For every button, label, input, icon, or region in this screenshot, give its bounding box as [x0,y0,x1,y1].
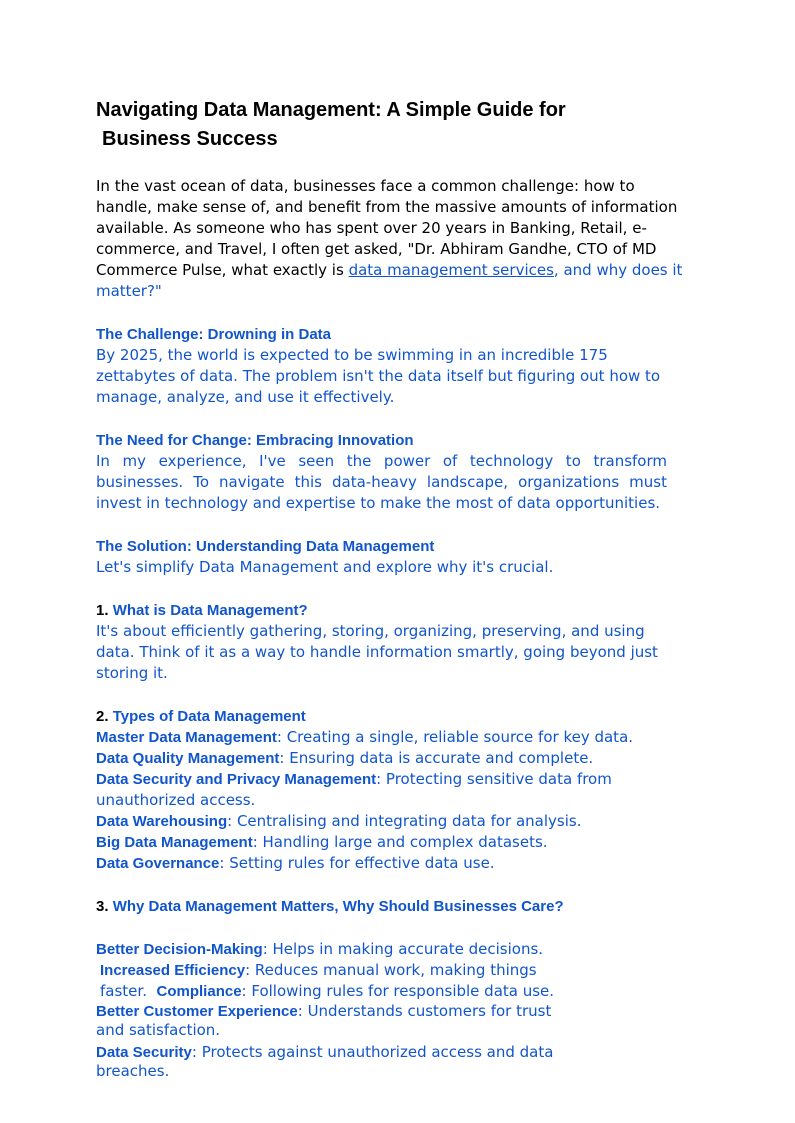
list-item-term: Increased Efficiency [100,962,246,979]
list-item-term: Data Security [96,1044,192,1061]
list-item-term: Data Security and Privacy Management [96,771,377,788]
section-2-heading [96,706,696,727]
list-item-desc: : Understands customers for trust and satisfaction. [96,1002,552,1039]
list-item-term: Better Customer Experience [96,1003,298,1020]
need-heading: The Need for Change: Embracing Innovation [96,432,414,449]
section-2-number: 2. [96,708,109,725]
data-management-services-link[interactable]: data management services [348,261,554,279]
list-item-desc: : Handling large and complex datasets. [252,833,548,851]
list-item-desc: : Following rules for responsible data use. [241,982,555,1000]
list-item [96,748,696,769]
types-list [96,727,696,874]
list-item-term: Data Quality Management [96,750,280,767]
list-item-desc: : Helps in making accurate decisions. [262,940,544,958]
section-1-body: It's about efficiently gathering, storing, organizing, preserving, and using data. Think of it as a way to handle information smartly, going beyond just storing it. [96,622,658,682]
document-title [96,96,696,154]
list-item [96,832,696,853]
list-item-desc: : Reduces manual work, making things faster. [100,961,537,1000]
list-item-term: Better Decision-Making [96,941,263,958]
list-item-desc: : Setting rules for effective data use. [219,854,495,872]
section-3-heading [96,896,696,917]
list-item-desc: : Creating a single, reliable source for key data. [276,728,634,746]
title-line-1: Navigating Data Management: A Simple Guide for [96,99,566,121]
list-item-term: Compliance [156,983,242,1000]
list-item [96,939,571,960]
intro-paragraph [96,176,686,302]
list-item-desc: : Centralising and integrating data for analysis. [227,812,582,830]
section-3-title: Why Data Management Matters, Why Should Businesses Care? [112,898,564,915]
list-item-desc: : Ensuring data is accurate and complete. [279,749,594,767]
section-2-title: Types of Data Management [112,708,306,725]
challenge-heading: The Challenge: Drowning in Data [96,326,332,343]
section-1-heading [96,600,696,621]
list-item-term: Data Warehousing [96,813,228,830]
intro-text: In the vast ocean of data, businesses face a common challenge: how to handle, make sense of, and benefit from the massive amounts of information available. As someone who has spent over 20 years in Banking, Retail, e-commerce, and Travel, I often get asked, "Dr. Abhiram Gandhe, CTO of MD Commerce Pulse, what exactly is [96,177,678,279]
list-item [96,960,571,1002]
need-body: In my experience, I've seen the power of technology to transform businesses. To navigate this data-heavy landscape, organizations must invest in technology and expertise to make the most of data opportunities. [96,452,667,512]
solution-body: Let's simplify Data Management and explore why it's crucial. [96,558,554,576]
list-item [96,1043,571,1081]
list-item [96,853,696,874]
list-item-desc: : Protecting sensitive data from unauthorized access. [96,770,612,809]
solution-heading: The Solution: Understanding Data Management [96,538,435,555]
list-item-term: Data Governance [96,855,220,872]
list-item [96,769,616,811]
benefits-list [96,939,571,1081]
list-item [96,727,696,748]
title-line-2: Business Success [102,128,278,150]
list-item [96,1002,571,1040]
section-3-number: 3. [96,898,109,915]
list-item-term: Big Data Management [96,834,253,851]
list-item [96,811,696,832]
intro-tail: , and why does it matter?" [96,261,683,300]
challenge-body: By 2025, the world is expected to be swimming in an incredible 175 zettabytes of data. The problem isn't the data itself but figuring out how to manage, analyze, and use it effectively. [96,346,661,406]
section-1-number: 1. [96,602,109,619]
section-1-title: What is Data Management? [112,602,308,619]
list-item-term: Master Data Management [96,729,277,746]
document-page [96,96,696,1084]
list-item-desc: : Protects against unauthorized access and data breaches. [96,1043,554,1080]
